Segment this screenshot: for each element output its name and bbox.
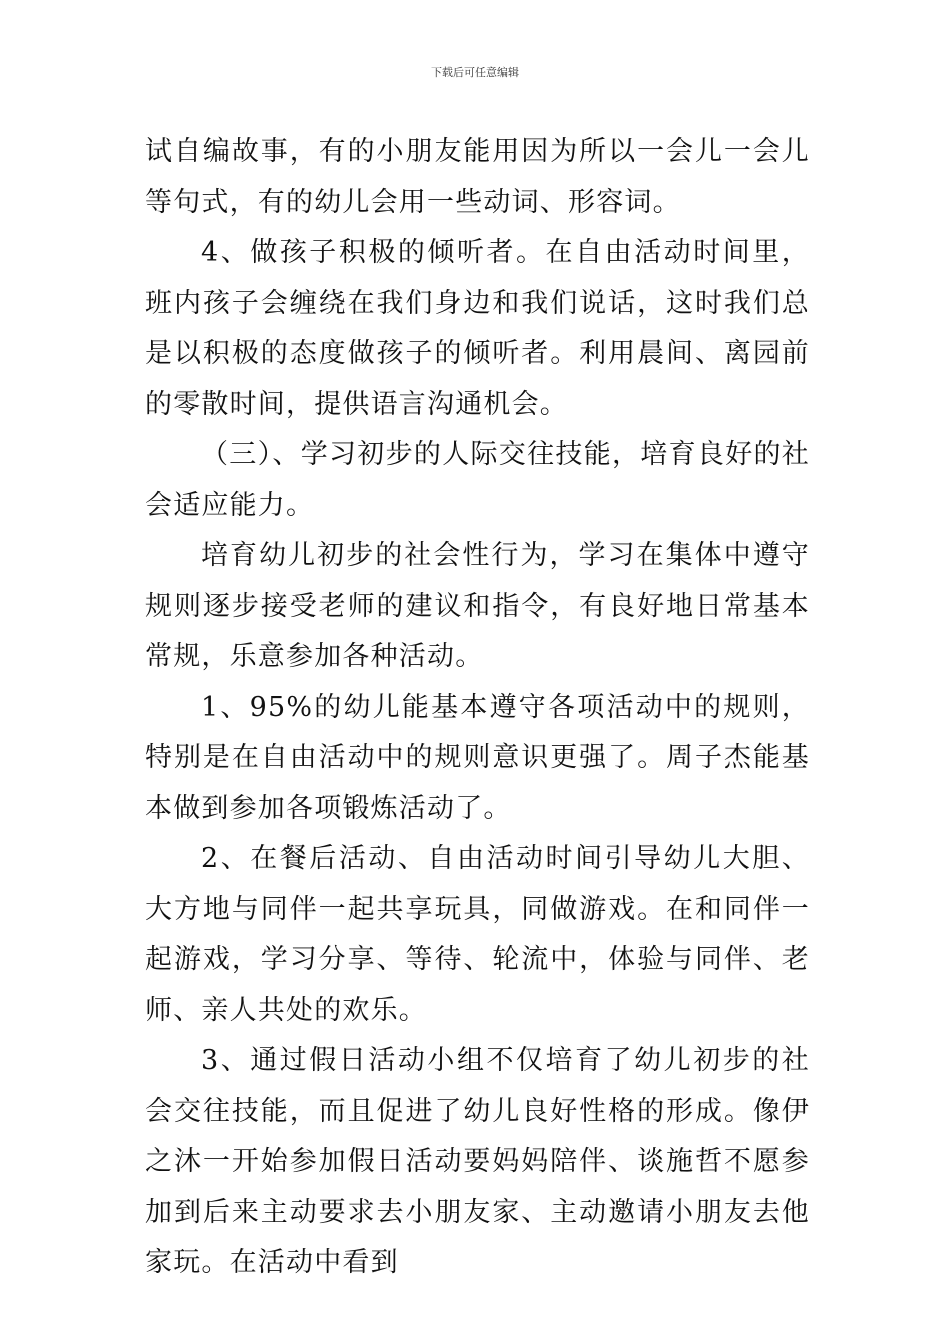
paragraph-3: （三）、学习初步的人际交往技能，培育良好的社会适应能力。 bbox=[145, 439, 810, 521]
page-header: 下载后可任意编辑 bbox=[431, 66, 519, 79]
document-body bbox=[145, 127, 810, 1289]
paragraph-4: 培育幼儿初步的社会性行为，学习在集体中遵守规则逐步接受老师的建议和指令，有良好地日常基本常规，乐意参加各种活动。 bbox=[145, 540, 810, 672]
paragraph-2: 4、做孩子积极的倾听者。在自由活动时间里，班内孩子会缠绕在我们身边和我们说话，这时我们总是以积极的态度做孩子的倾听者。利用晨间、离园前的零散时间，提供语言沟通机会。 bbox=[145, 237, 810, 420]
paragraph-7: 3、通过假日活动小组不仅培育了幼儿初步的社会交往技能，而且促进了幼儿良好性格的形成。像伊之沐一开始参加假日活动要妈妈陪伴、谈施哲不愿参加到后来主动要求去小朋友家、主动邀请小朋友去他家玩。在活动中看到 bbox=[145, 1045, 810, 1278]
paragraph-1: 试自编故事，有的小朋友能用因为所以一会儿一会儿等句式，有的幼儿会用一些动词、形容词。 bbox=[145, 136, 810, 218]
paragraph-5: 1、95%的幼儿能基本遵守各项活动中的规则，特别是在自由活动中的规则意识更强了。周子杰能基本做到参加各项锻炼活动了。 bbox=[145, 691, 810, 824]
paragraph-6: 2、在餐后活动、自由活动时间引导幼儿大胆、大方地与同伴一起共享玩具，同做游戏。在和同伴一起游戏，学习分享、等待、轮流中，体验与同伴、老师、亲人共处的欢乐。 bbox=[145, 843, 810, 1026]
